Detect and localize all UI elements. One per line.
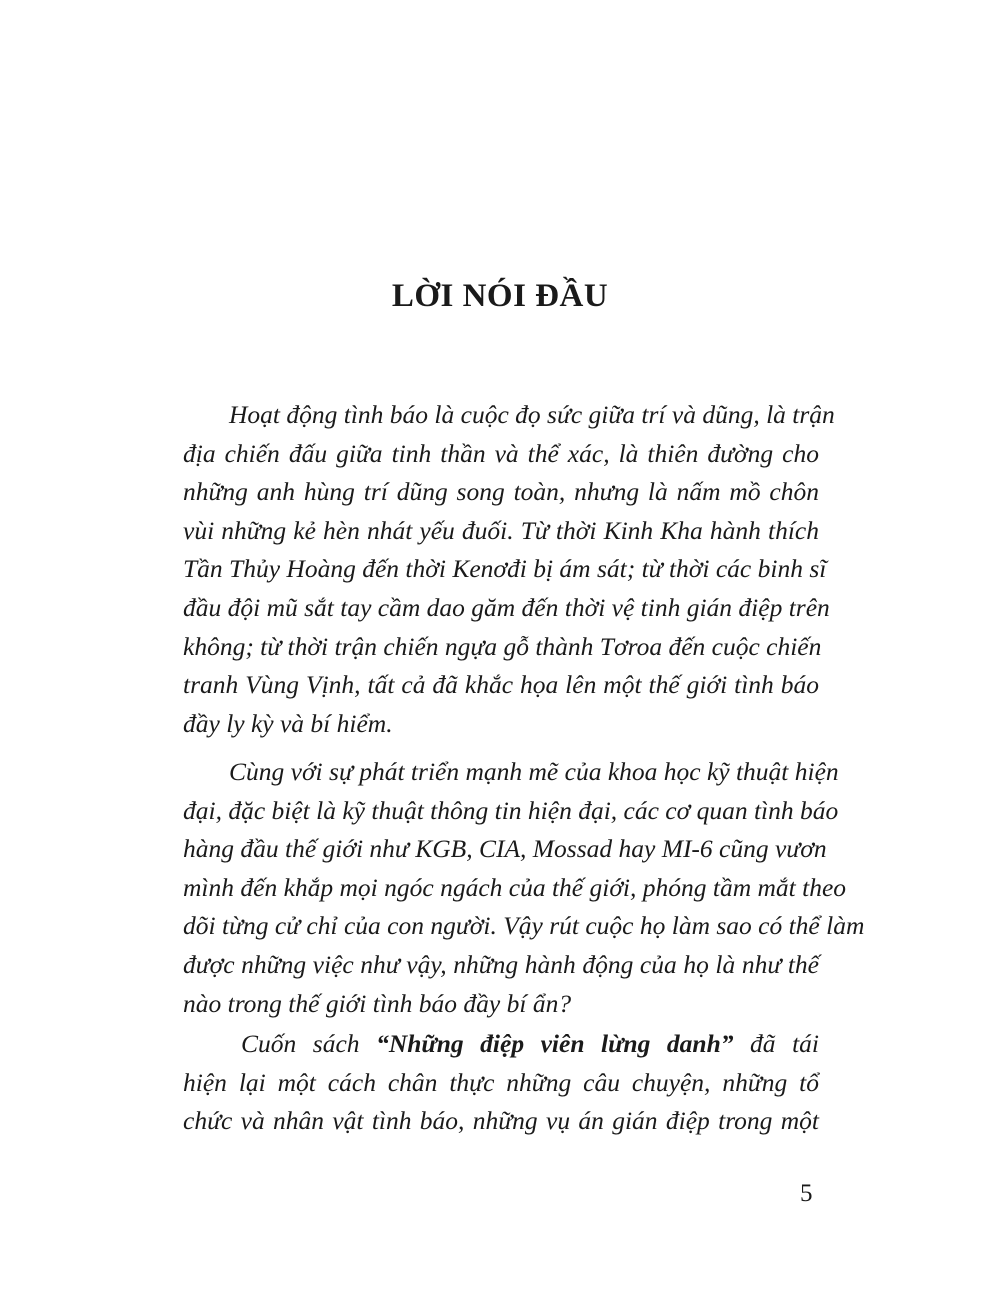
text-line: vùi những kẻ hèn nhát yếu đuối. Từ thời Kinh Kha hành thích — [183, 515, 819, 545]
text-segment: đã tái — [733, 1029, 819, 1058]
page-title: LỜI NÓI ĐẦU — [391, 278, 609, 314]
page-number: 5 — [800, 1180, 813, 1207]
text-line: hàng đầu thế giới như KGB, CIA, Mossad hay MI-6 cũng vươn — [183, 834, 827, 864]
paragraph-1 — [183, 396, 835, 743]
text-line: được những việc như vậy, những hành động của họ là như thế — [183, 949, 819, 979]
text-line: đầy ly kỳ và bí hiểm. — [183, 708, 393, 738]
paragraph-3 — [183, 1025, 819, 1141]
text-line: tranh Vùng Vịnh, tất cả đã khắc họa lên một thế giới tình báo — [183, 670, 819, 700]
text-line: đầu đội mũ sắt tay cầm dao găm đến thời vệ tinh gián điệp trên — [183, 592, 830, 622]
text-line: địa chiến đấu giữa tinh thần và thể xác, là thiên đường cho — [183, 438, 819, 468]
text-line: những anh hùng trí dũng song toàn, nhưng là nấm mồ chôn — [183, 477, 819, 507]
text-line: dõi từng cử chỉ của con người. Vậy rút cuộc họ làm sao có thể làm — [183, 911, 865, 941]
text-line: chức và nhân vật tình báo, những vụ án gián điệp trong một — [183, 1106, 819, 1136]
text-segment: Cuốn sách — [241, 1029, 377, 1058]
text-line: Hoạt động tình báo là cuộc đọ sức giữa trí và dũng, là trận — [229, 400, 835, 429]
paragraph-2 — [183, 753, 865, 1023]
text-line: Cùng với sự phát triển mạnh mẽ của khoa học kỹ thuật hiện — [229, 757, 839, 786]
text-line: đại, đặc biệt là kỹ thuật thông tin hiện đại, các cơ quan tình báo — [183, 795, 839, 825]
text-line: hiện lại một cách chân thực những câu chuyện, những tổ — [183, 1067, 819, 1097]
text-line: nào trong thế giới tình báo đầy bí ẩn? — [183, 988, 572, 1018]
book-title: “Những điệp viên lừng danh” — [376, 1029, 734, 1058]
text-line: mình đến khắp mọi ngóc ngách của thế giới, phóng tầm mắt theo — [183, 872, 847, 902]
text-line: Tần Thủy Hoàng đến thời Kenơđi bị ám sát; từ thời các binh sĩ — [183, 554, 827, 584]
text-line: không; từ thời trận chiến ngựa gỗ thành Tơroa đến cuộc chiến — [183, 631, 822, 661]
text-line — [183, 1025, 819, 1064]
